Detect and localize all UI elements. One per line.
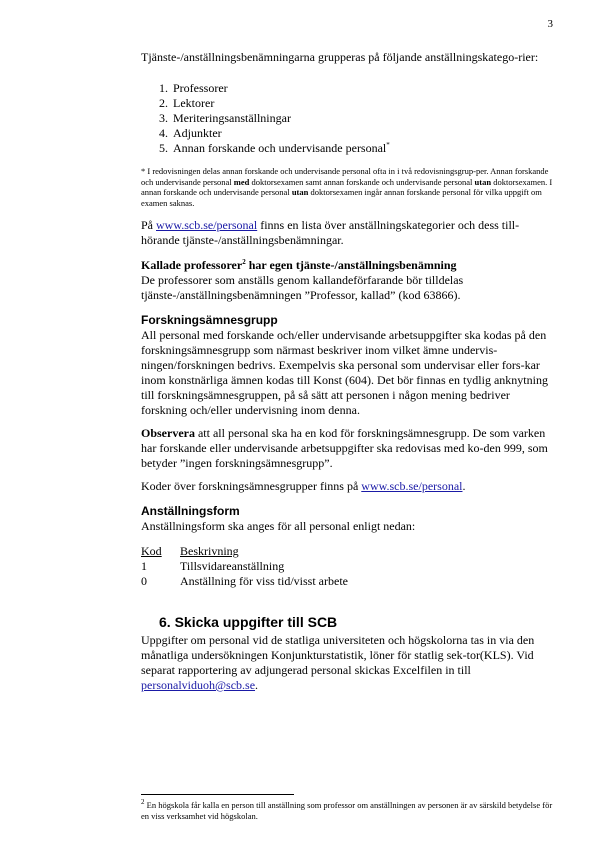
list-item: 3. Meriteringsanställningar — [171, 111, 553, 126]
paragraph-text: På — [141, 218, 156, 232]
heading-text: har egen tjänste-/anställningsbenämning — [245, 258, 457, 272]
intro-text: Tjänste-/anställningsbenämningarna grupperas på följande anställningskatego-rier: — [141, 50, 539, 64]
list-item — [171, 141, 553, 156]
document-body — [141, 50, 553, 693]
kallade-heading — [141, 258, 553, 273]
list-item-label: Annan forskande och undervisande personal — [173, 141, 387, 155]
paragraph-text: . — [255, 678, 259, 692]
paragraph-text: Uppgifter om personal vid de statliga universiteten och högskolorna tas in via den månatliga undersökningen Konjunkturstatistik, löner för statlig sek-tor(KLS). Vid separat rapportering av adjungerad personal skickas Excelfilen in till — [141, 633, 535, 677]
paragraph-text: . — [462, 479, 466, 493]
anstallning-section — [141, 504, 553, 589]
footnote — [141, 800, 553, 822]
heading-text: Kallade professorer — [141, 258, 243, 272]
forskning-heading: Forskningsämnesgrupp — [141, 313, 278, 327]
note-star: * — [141, 166, 146, 176]
kallade-text: De professorer som anställs genom kallandeförfarande bör tilldelas tjänste-/anställningsbenämningen ”Professor, kallad” (kod 63866). — [141, 273, 464, 302]
scb-personal-link[interactable]: www.scb.se/personal — [156, 218, 258, 232]
note-bold: utan — [291, 187, 309, 197]
paragraph-text: Koder över forskningsämnesgrupper finns på — [141, 479, 362, 493]
column-header-beskrivning: Beskrivning — [180, 544, 239, 558]
list-item: 1. Professorer — [171, 81, 553, 96]
chapter-title: Skicka uppgifter till SCB — [174, 614, 338, 630]
footnote-text: En högskola får kalla en person till anställning som professor om anställningen av personen är av särskild betydelse för en viss verksamhet vid högskolan. — [141, 800, 553, 821]
anstallning-heading: Anställningsform — [141, 504, 240, 518]
note-text: I redovisningen delas annan forskande och undervisande personal ofta in i två redovisningsgrup-per. Annan forskande och undervisande personal — [141, 166, 549, 187]
footnote-marker: 2 — [141, 798, 145, 807]
code-table — [141, 544, 348, 589]
table-row — [141, 559, 348, 574]
paragraph-text: att all personal ska ha en kod för forskningsämnesgrupp. De som varken har forskande eller undervisande arbetsuppgifter ska redovisas med ko-den 999, som betyder ”ingen forskningsämnesgrupp”. — [141, 426, 548, 470]
email-link[interactable]: personalviduoh@scb.se — [141, 678, 256, 692]
list-item: 4. Adjunkter — [171, 126, 553, 141]
chapter-number: 6. — [159, 614, 171, 630]
note-marker: * — [386, 141, 390, 149]
anstallning-text: Anställningsform ska anges för all personal enligt nedan: — [141, 519, 416, 533]
note-text: doktorsexamen ingår annan forskande personal för vilka uppgift om examen saknas. — [141, 187, 542, 208]
kallade-section — [141, 258, 553, 303]
koder-paragraph — [141, 479, 553, 494]
scb-personal-link-2[interactable]: www.scb.se/personal — [361, 479, 463, 493]
table-cell-beskrivning: Tillsvidareanställning — [180, 559, 285, 573]
note-bold: utan — [474, 176, 492, 187]
chapter-text — [141, 633, 553, 693]
table-cell-kod: 0 — [141, 574, 147, 588]
note-text: doktorsexamen. I annan forskande och undervisande personal — [141, 176, 553, 197]
note-bold: med — [233, 176, 250, 187]
category-note — [141, 166, 553, 208]
category-list-paragraph — [141, 218, 553, 248]
observera-paragraph — [141, 426, 553, 471]
table-row — [141, 574, 348, 589]
page-number: 3 — [547, 18, 553, 30]
paragraph-text: finns en lista över anställningskategorier och dess till-hörande tjänste-/anställningsbenämningar. — [141, 218, 520, 247]
table-header-row — [141, 544, 348, 559]
forskning-section — [141, 313, 553, 494]
observera-bold: Observera — [141, 426, 195, 440]
chapter-heading — [159, 615, 553, 630]
footnote-divider — [141, 794, 294, 795]
column-header-kod: Kod — [141, 544, 162, 558]
note-text: doktorsexamen samt annan forskande och undervisande personal — [249, 176, 475, 187]
forskning-paragraph: All personal med forskande och/eller undervisande arbetsuppgifter ska kodas på den forskningsämnesgrupp som närmast beskriver inom vilket ämne undervis-ningen/forskningen bedrivs. Exempelvis ska personal som undervisar eller fors-kar inom konstnärliga ämnen kodas till Konst (604). Det bör finnas en tydlig anknytning till forskningsämnesgruppen, på så sätt att personen i någon mening bedriver forskning och/eller undervisning inom denna. — [141, 328, 548, 417]
category-list — [141, 81, 553, 156]
footnote-ref[interactable]: 2 — [242, 258, 246, 266]
table-cell-beskrivning: Anställning för viss tid/visst arbete — [180, 574, 348, 588]
list-item: 2. Lektorer — [171, 96, 553, 111]
table-cell-kod: 1 — [141, 559, 147, 573]
